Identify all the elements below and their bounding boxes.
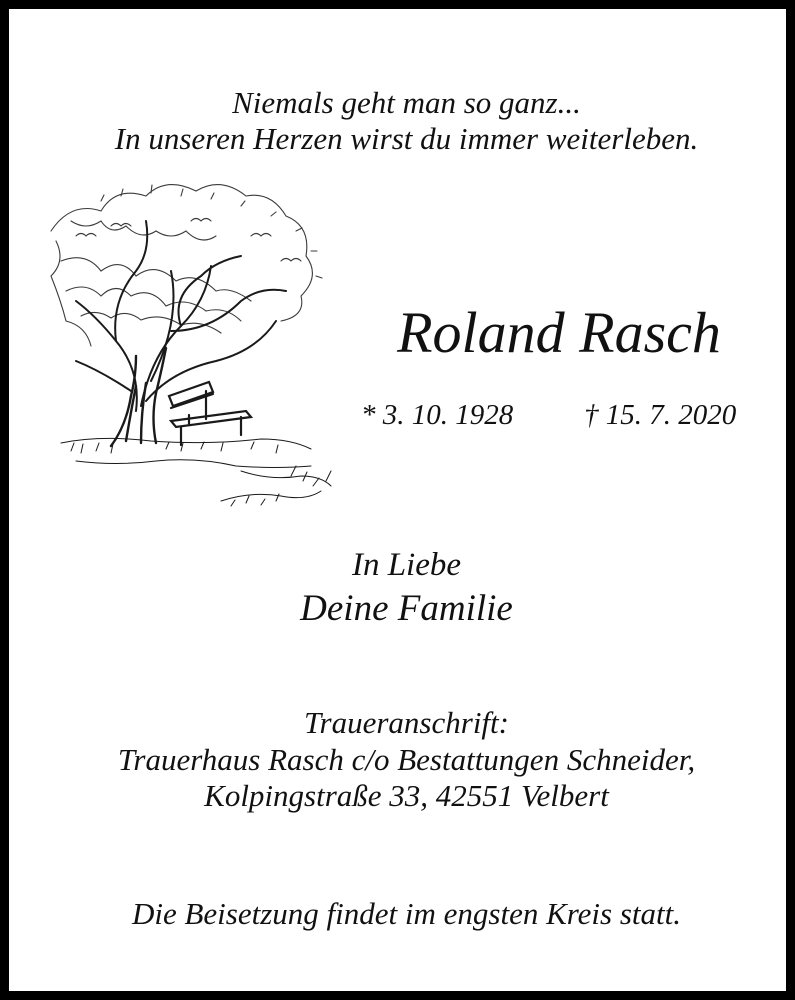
motto-line-1: Niemals geht man so ganz... (232, 85, 581, 120)
deceased-name: Roland Rasch (397, 300, 721, 365)
tree-and-bench-icon (41, 181, 341, 521)
signature-line-2: Deine Familie (300, 588, 513, 629)
signature-line-1: In Liebe (351, 547, 462, 583)
motto-line-2: In unseren Herzen wirst du immer weiterleben. (114, 121, 699, 156)
address-line-2: Kolpingstraße 33, 42551 Velbert (204, 778, 609, 813)
address-label: Traueranschrift: (304, 705, 509, 740)
death-date: † 15. 7. 2020 (584, 399, 737, 431)
burial-note: Die Beisetzung findet im engsten Kreis statt. (131, 896, 682, 931)
address-line-1: Trauerhaus Rasch c/o Bestattungen Schneider, (117, 742, 696, 777)
birth-date: * 3. 10. 1928 (361, 399, 514, 431)
